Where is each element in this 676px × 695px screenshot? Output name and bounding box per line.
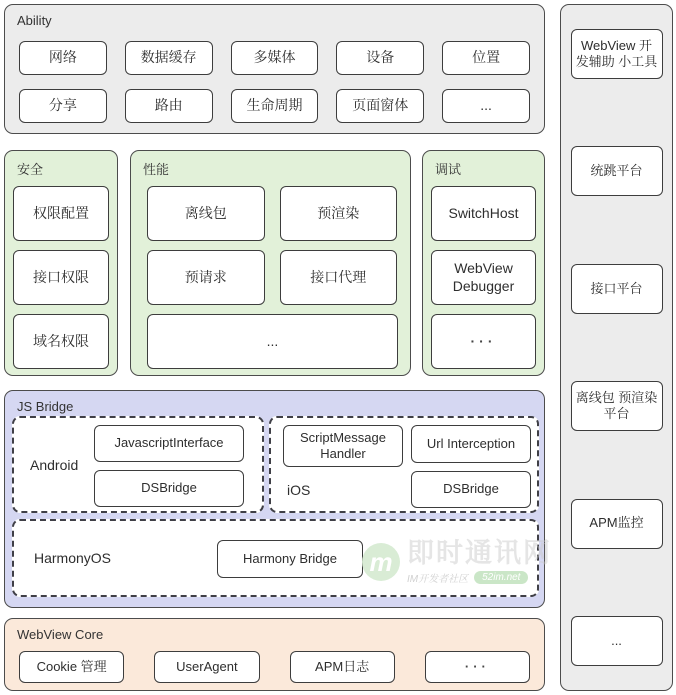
ios-box-scriptmessage-handler: ScriptMessage Handler (283, 425, 403, 467)
core-box-apm-log: APM日志 (290, 651, 395, 683)
platform-box-more: ... (571, 616, 663, 666)
android-items (94, 425, 244, 507)
harmonyos-label: HarmonyOS (34, 550, 112, 566)
ability-box-network: 网络 (19, 41, 107, 75)
performance-box-api-proxy: 接口代理 (280, 250, 398, 305)
android-box-dsbridge: DSBridge (94, 470, 244, 507)
core-box-cookie: Cookie 管理 (19, 651, 124, 683)
android-box-javascriptinterface: JavascriptInterface (94, 425, 244, 462)
ability-box-location: 位置 (442, 41, 530, 75)
debug-items (431, 186, 536, 369)
ability-box-lifecycle: 生命周期 (231, 89, 319, 123)
ability-box-data-cache: 数据缓存 (125, 41, 213, 75)
watermark-logo-icon: m (362, 543, 400, 581)
performance-box-more: ... (147, 314, 398, 369)
security-box-api-permission: 接口权限 (13, 250, 109, 305)
ability-row-2 (5, 89, 544, 123)
harmony-bridge-box: Harmony Bridge (217, 540, 363, 578)
security-items (13, 186, 109, 369)
platform-box-api-platform: 接口平台 (571, 264, 663, 314)
ios-label: iOS (287, 482, 311, 498)
platform-box-offline-prerender: 离线包 预渲染平台 (571, 381, 663, 431)
platform-box-apm-monitor: APM监控 (571, 499, 663, 549)
performance-title: 性能 (143, 162, 170, 177)
performance-section (130, 150, 411, 376)
watermark-subtitle: IM开发者社区 (407, 574, 469, 585)
webview-core-items (5, 651, 544, 683)
watermark-badge: 52im.net (474, 571, 528, 584)
debug-box-webview-debugger: WebView Debugger (431, 250, 536, 305)
ability-box-device: 设备 (336, 41, 424, 75)
debug-box-more: ··· (431, 314, 536, 369)
ios-group (269, 416, 539, 513)
platform-box-unified-jump: 统跳平台 (571, 146, 663, 196)
ability-title: Ability (17, 13, 52, 28)
ability-box-more: ... (442, 89, 530, 123)
ios-box-dsbridge: DSBridge (411, 471, 531, 508)
debug-title: 调试 (435, 162, 462, 177)
platforms-column (560, 4, 673, 691)
security-box-permission-config: 权限配置 (13, 186, 109, 241)
ability-box-page-window: 页面窗体 (336, 89, 424, 123)
platform-box-webview-dev-tools: WebView 开发辅助 小工具 (571, 29, 663, 79)
ability-row-1 (5, 41, 544, 75)
ios-box-url-interception: Url Interception (411, 425, 531, 463)
performance-items (147, 186, 398, 369)
performance-box-prerender: 预渲染 (280, 186, 398, 241)
watermark (362, 540, 552, 585)
performance-box-prefetch: 预请求 (147, 250, 265, 305)
webview-core-title: WebView Core (17, 627, 104, 642)
core-box-useragent: UserAgent (154, 651, 259, 683)
performance-box-offline-package: 离线包 (147, 186, 265, 241)
security-box-domain-permission: 域名权限 (13, 314, 109, 369)
ability-section (4, 4, 545, 134)
android-group (12, 416, 264, 513)
android-label: Android (30, 456, 79, 473)
debug-section (422, 150, 545, 376)
ability-box-multimedia: 多媒体 (231, 41, 319, 75)
debug-box-switchhost: SwitchHost (431, 186, 536, 241)
webview-core-section (4, 618, 545, 691)
watermark-title: 即时通讯网 (407, 538, 552, 568)
core-box-more: ··· (425, 651, 530, 683)
security-title: 安全 (17, 162, 44, 177)
ability-box-router: 路由 (125, 89, 213, 123)
ability-box-share: 分享 (19, 89, 107, 123)
security-section (4, 150, 118, 376)
js-bridge-title: JS Bridge (17, 399, 74, 414)
